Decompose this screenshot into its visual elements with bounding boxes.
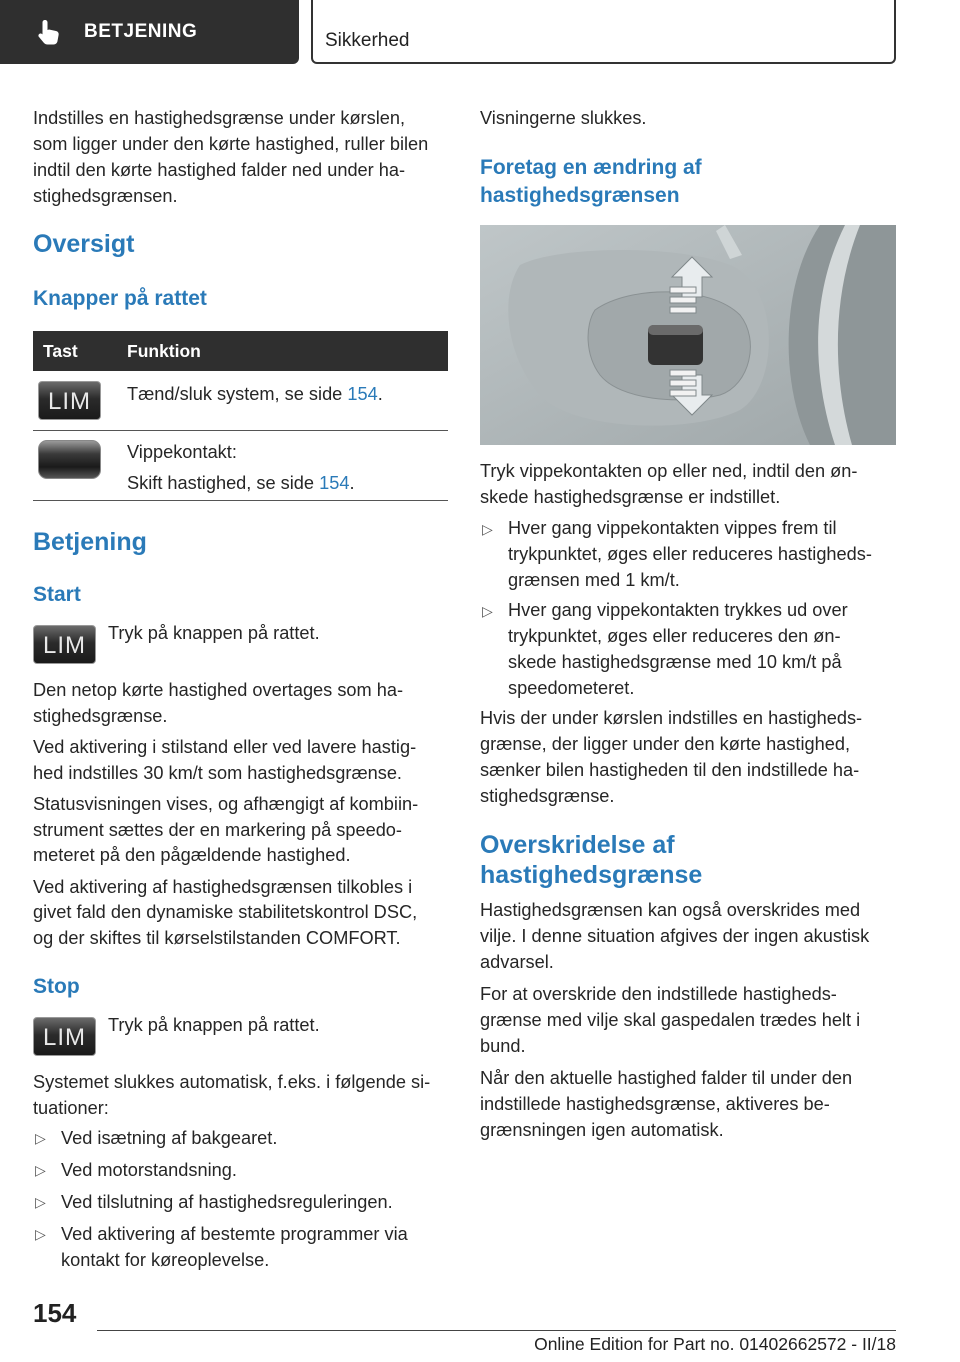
col-funktion: Funktion	[127, 341, 201, 361]
stop-paragraph: Systemet slukkes automatisk, f.eks. i følgende si- tuationer:	[33, 1072, 431, 1118]
photo-caption: Tryk vippekontakten op eller ned, indtil den øn- skede hastighedsgrænse er indstillet.	[480, 461, 858, 507]
list-item: Hver gang vippekontakten trykkes ud over trykpunktet, øges eller reduceres den øn- skede hastighedsgrænse med 10 km/t på speedometeret.	[508, 600, 848, 698]
rocker-switch-icon	[38, 440, 101, 479]
heading-knapper: Knapper på rattet	[33, 287, 207, 310]
page-link[interactable]: 154	[319, 473, 350, 493]
start-paragraphs: Den netop kørte hastighed overtages som ha- stighedsgrænse. Ved aktivering i stilstand eller ved lavere hastig- hed indstilles 30 km/t som hastighedsgrænse. Statusvisningen vises, og afhængigt af kombiin- strument sættes der en markering på speedo- meteret på den pågældende hastighed. Ved aktivering af hastighedsgrænsen tilkobles i givet fald den dynamiske stabilitetskontrol DSC, og der skiftes til kørselstilstanden COMFORT.	[33, 680, 419, 948]
heading-oversigt: Oversigt	[33, 230, 135, 258]
edition-note: Online Edition for Part no. 01402662572 - II/18	[534, 1334, 896, 1354]
triangle-bullet-icon: ▷	[35, 1130, 46, 1146]
list-item: Ved aktivering af bestemte programmer via kontakt for køreoplevelse.	[61, 1224, 408, 1270]
overskridelse-paragraphs: Hastighedsgrænsen kan også overskrides med vilje. I denne situation afgives der ingen akustisk advarsel. For at overskride den indstillede hastigheds- grænse med vilje skal gaspedalen trædes helt i bund. Når den aktuelle hastighed falder til under den indstillede hastighedsgrænse, aktiveres be- grænsningen igen automatisk.	[480, 900, 870, 1140]
heading-start: Start	[33, 583, 81, 606]
col-tast: Tast	[43, 341, 78, 361]
triangle-bullet-icon: ▷	[482, 521, 493, 537]
list-item: Ved isætning af bakgearet.	[61, 1128, 278, 1148]
section-title: Sikkerhed	[325, 30, 410, 51]
heading-foretag: Foretag en ændring af hastighedsgrænsen	[480, 156, 702, 207]
start-instruction: Tryk på knappen på rattet.	[108, 623, 320, 643]
intro-paragraph: Indstilles en hastighedsgrænse under kørslen, som ligger under den kørte hastighed, ruller bilen indtil den kørte hastighed falder ned under ha- stighedsgrænsen.	[33, 108, 429, 206]
triangle-bullet-icon: ▷	[35, 1226, 46, 1242]
page-number: 154	[33, 1298, 77, 1328]
steering-wheel-photo	[480, 225, 896, 445]
stop-instruction: Tryk på knappen på rattet.	[108, 1015, 320, 1035]
lim-button-icon: LIM	[38, 381, 101, 420]
chapter-tab[interactable]	[0, 0, 299, 64]
table-row-2-text: Skift hastighed, se side 154.	[127, 473, 355, 493]
triangle-bullet-icon: ▷	[35, 1162, 46, 1178]
list-item: Ved motorstandsning.	[61, 1160, 237, 1180]
table-divider	[33, 430, 448, 431]
triangle-bullet-icon: ▷	[482, 603, 493, 619]
lim-button-icon: LIM	[33, 625, 96, 664]
triangle-bullet-icon: ▷	[35, 1194, 46, 1210]
visning-text: Visningerne slukkes.	[480, 108, 647, 128]
table-row-1-text: Tænd/sluk system, se side 154.	[127, 384, 383, 404]
table-row-2-line-1: Vippekontakt:	[127, 442, 237, 462]
lim-button-icon: LIM	[33, 1017, 96, 1056]
hand-pointer-icon	[36, 18, 62, 46]
chapter-label: BETJENING	[84, 21, 198, 42]
heading-betjening: Betjening	[33, 528, 147, 556]
table-header	[33, 331, 448, 371]
list-item: Hver gang vippekontakten vippes frem til trykpunktet, øges eller reduceres hastigheds- grænsen med 1 km/t.	[508, 518, 872, 590]
table-bottom-rule	[33, 500, 448, 501]
hvis-paragraph: Hvis der under kørslen indstilles en hastigheds- grænse, der ligger under den kørte hastighed, sænker bilen hastigheden til den indstillede ha- stighedsgrænse.	[480, 708, 863, 806]
heading-overskridelse: Overskridelse af hastighedsgrænse	[480, 831, 703, 889]
list-item: Ved tilslutning af hastighedsreguleringen.	[61, 1192, 393, 1212]
heading-stop: Stop	[33, 975, 80, 998]
footer-rule	[97, 1330, 896, 1331]
page-link[interactable]: 154	[347, 384, 378, 404]
